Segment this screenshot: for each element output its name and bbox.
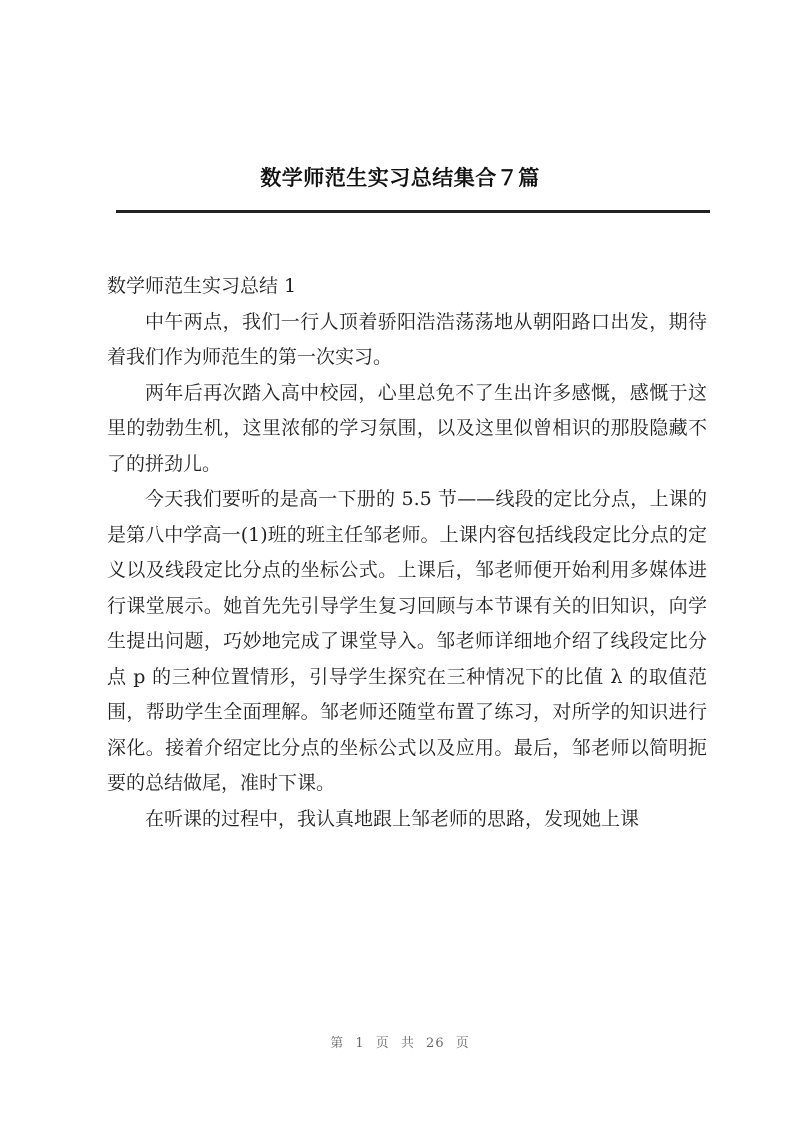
page-title: 数学师范生实习总结集合７篇 [260, 166, 540, 190]
paragraph-3: 今天我们要听的是高一下册的 5.5 节——线段的定比分点，上课的是第八中学高一(1)班的班主任邹老师。上课内容包括线段定比分点的定义以及线段定比分点的坐标公式。上课后，邹老师便开始利用多媒体进行课堂展示。她首先先引导学生复习回顾与本节课有关的旧知识，向学生提出问题，巧妙地完成了课堂导入。邹老师详细地介绍了线段定比分点 p 的三种位置情形，引导学生探究在三种情况下的比值 λ 的取值范围，帮助学生全面理解。邹老师还随堂布置了练习，对所学的知识进行深化。接着介绍定比分点的坐标公式以及应用。最后，邹老师以简明扼要的总结做尾，准时下课。 [107, 488, 707, 794]
document-body [107, 269, 707, 837]
paragraph-4: 在听课的过程中，我认真地跟上邹老师的思路，发现她上课 [145, 807, 640, 830]
title-divider [116, 210, 710, 213]
paragraph-1: 中午两点，我们一行人顶着骄阳浩浩荡荡地从朝阳路口出发，期待着我们作为师范生的第一次实习。 [107, 310, 707, 368]
paragraph-2: 两年后再次踏入高中校园，心里总免不了生出许多感慨，感慨于这里的勃勃生机，这里浓郁的学习氛围，以及这里似曾相识的那股隐藏不了的拼劲儿。 [107, 381, 707, 475]
section-heading: 数学师范生实习总结 1 [107, 275, 297, 297]
page-footer: 第 1 页 共 26 页 [330, 1036, 470, 1051]
